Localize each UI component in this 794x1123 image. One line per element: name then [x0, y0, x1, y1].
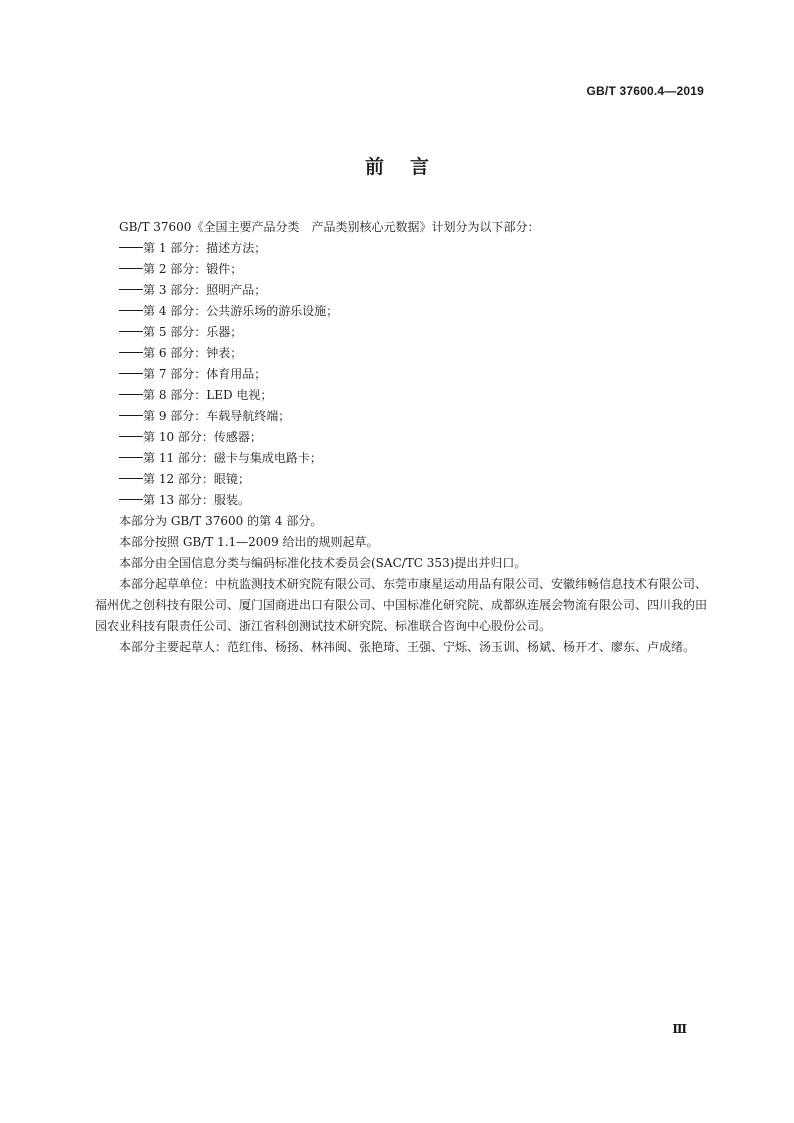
standard-code: GB/T 37600.4—2019: [586, 84, 704, 98]
em-dash: [119, 247, 143, 249]
em-dash: [119, 394, 143, 396]
parts-list: [95, 238, 707, 511]
list-item: [95, 490, 707, 511]
list-item: [95, 406, 707, 427]
list-item: [95, 364, 707, 385]
em-dash: [119, 310, 143, 312]
em-dash: [119, 331, 143, 333]
list-item: [95, 343, 707, 364]
list-item: [95, 238, 707, 259]
drafters-paragraph: 本部分主要起草人：范红伟、杨扬、林祎闽、张艳琦、王强、宁烁、汤玉训、杨斌、杨开才、廖东、卢成绪。: [119, 640, 696, 654]
list-item-text: 第 10 部分：传感器；: [143, 430, 262, 444]
this-part-paragraph: 本部分为 GB/T 37600 的第 4 部分。: [119, 514, 323, 528]
list-item-text: 第 5 部分：乐器；: [143, 325, 243, 339]
drafting-units-paragraph: 本部分起草单位：中杭监测技术研究院有限公司、东莞市康星运动用品有限公司、安徽纬畅信息技术有限公司、福州优之创科技有限公司、厦门国商进出口有限公司、中国标准化研究院、成都纵连展会物流有限公司、四川我的田园农业科技有限责任公司、浙江省科创测试技术研究院、标准联合咨询中心股份公司。: [95, 577, 708, 633]
em-dash: [119, 352, 143, 354]
list-item-text: 第 12 部分：眼镜；: [143, 472, 250, 486]
list-item-text: 第 2 部分：锻件；: [143, 262, 243, 276]
foreword-body: [95, 217, 707, 658]
list-item-text: 第 8 部分：LED 电视；: [143, 388, 273, 402]
list-item: [95, 301, 707, 322]
em-dash: [119, 415, 143, 417]
list-item: [95, 322, 707, 343]
list-item: [95, 469, 707, 490]
em-dash: [119, 268, 143, 270]
list-item: [95, 448, 707, 469]
list-item-text: 第 7 部分：体育用品；: [143, 367, 267, 381]
em-dash: [119, 289, 143, 291]
em-dash: [119, 478, 143, 480]
list-item-text: 第 11 部分：磁卡与集成电路卡；: [143, 451, 322, 465]
list-item: [95, 259, 707, 280]
list-item-text: 第 6 部分：钟表；: [143, 346, 243, 360]
drafting-rules-paragraph: 本部分按照 GB/T 1.1—2009 给出的规则起草。: [119, 535, 379, 549]
list-item: [95, 385, 707, 406]
proposed-by-paragraph: 本部分由全国信息分类与编码标准化技术委员会(SAC/TC 353)提出并归口。: [119, 556, 527, 570]
page-title: 前言: [364, 156, 455, 178]
list-item-text: 第 9 部分：车载导航终端；: [143, 409, 291, 423]
intro-paragraph: GB/T 37600《全国主要产品分类 产品类别核心元数据》计划分为以下部分：: [119, 220, 540, 234]
list-item-text: 第 3 部分：照明产品；: [143, 283, 267, 297]
list-item-text: 第 4 部分：公共游乐场的游乐设施；: [143, 304, 339, 318]
list-item-text: 第 1 部分：描述方法；: [143, 241, 267, 255]
em-dash: [119, 499, 143, 501]
em-dash: [119, 457, 143, 459]
list-item-text: 第 13 部分：服装。: [143, 493, 250, 507]
em-dash: [119, 436, 143, 438]
list-item: [95, 280, 707, 301]
em-dash: [119, 373, 143, 375]
page-number: Ⅲ: [672, 1022, 687, 1036]
list-item: [95, 427, 707, 448]
